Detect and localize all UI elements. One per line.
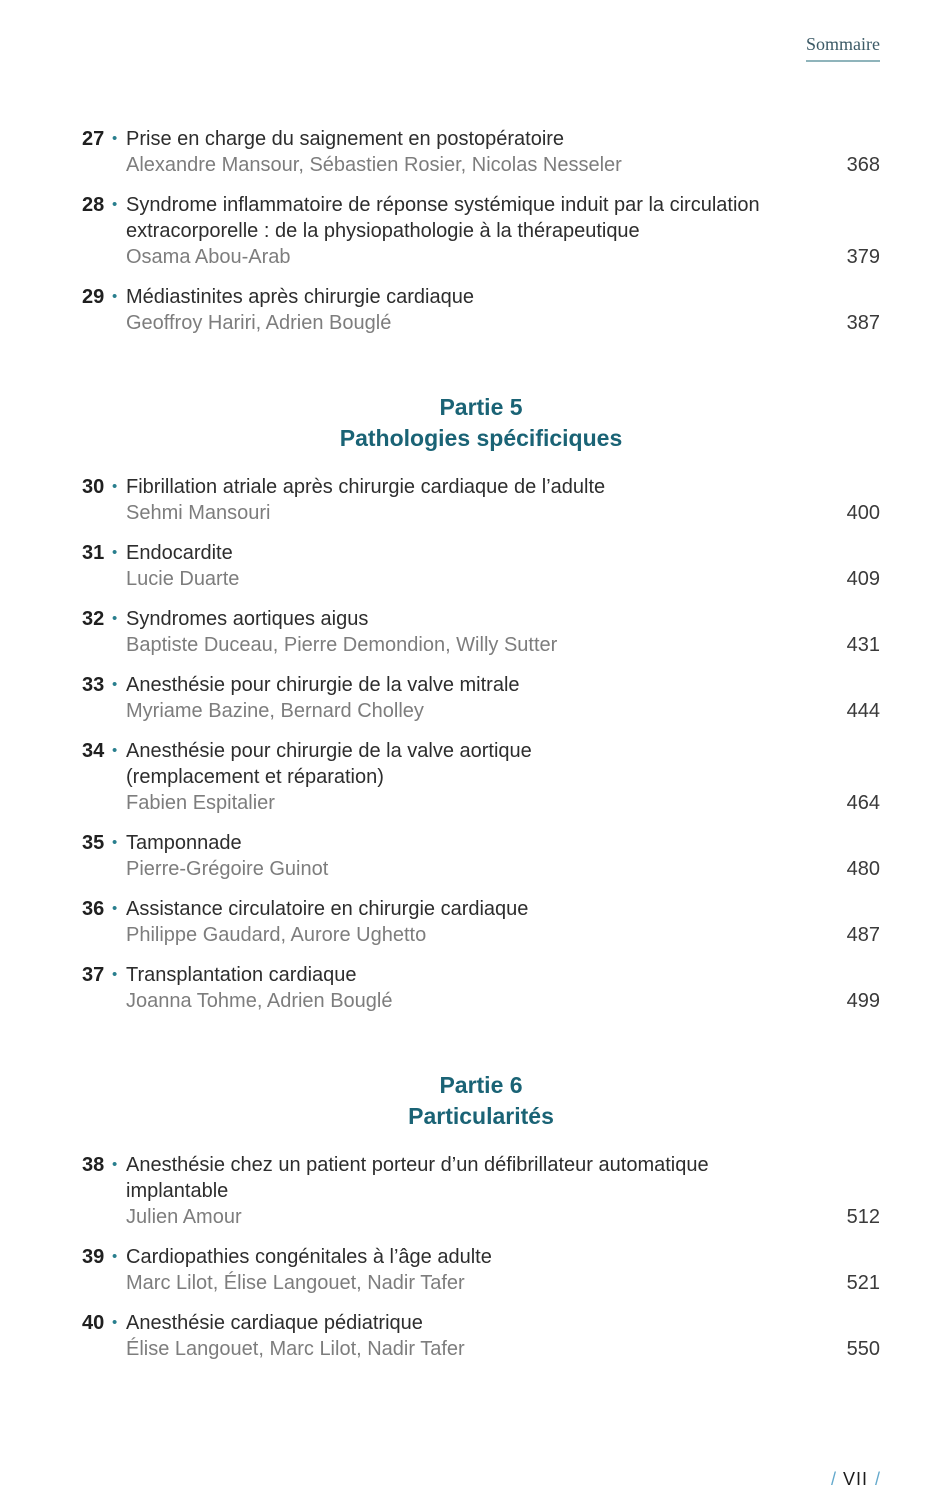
- entry-title-line: Anesthésie pour chirurgie de la valve aortique: [126, 740, 532, 762]
- toc-entry: [82, 830, 880, 882]
- entry-title-line: extracorporelle : de la physiopathologie à la thérapeutique: [126, 220, 640, 242]
- entry-title: [126, 830, 831, 856]
- entry-main: [82, 830, 831, 882]
- entry-title: [126, 1152, 831, 1204]
- entry-page-number: 480: [846, 858, 880, 880]
- entry-title-line: Syndromes aortiques aigus: [126, 608, 369, 630]
- entry-page-number: 431: [846, 634, 880, 656]
- toc-entry: [82, 896, 880, 948]
- toc-entry: [82, 962, 880, 1014]
- footer-slash-icon: /: [830, 1469, 836, 1489]
- entry-title: [126, 606, 831, 632]
- entry-main: [82, 474, 831, 526]
- entry-number: 36: [82, 898, 105, 920]
- entry-number: 35: [82, 832, 105, 854]
- entry-authors: Élise Langouet, Marc Lilot, Nadir Tafer: [126, 1338, 465, 1360]
- bullet-icon: •: [112, 478, 118, 495]
- bullet-icon: •: [112, 1156, 118, 1173]
- entry-number: 27: [82, 128, 105, 150]
- entry-main: [82, 672, 831, 724]
- entry-number: 30: [82, 476, 105, 498]
- bullet-icon: •: [112, 676, 118, 693]
- entry-main: [82, 126, 831, 178]
- entry-authors: Osama Abou-Arab: [126, 246, 291, 268]
- entry-title: [126, 962, 831, 988]
- entry-authors: Marc Lilot, Élise Langouet, Nadir Tafer: [126, 1272, 465, 1294]
- entry-main: [82, 738, 831, 816]
- entry-main: [82, 540, 831, 592]
- entry-authors: Sehmi Mansouri: [126, 502, 271, 524]
- entry-title: [126, 1244, 831, 1270]
- entry-title-line: Médiastinites après chirurgie cardiaque: [126, 286, 474, 308]
- entry-page-number: 521: [846, 1272, 880, 1294]
- entry-title-line: Assistance circulatoire en chirurgie cardiaque: [126, 898, 529, 920]
- toc-entry: [82, 1244, 880, 1296]
- bullet-icon: •: [112, 130, 118, 147]
- entry-page-number: 387: [846, 312, 880, 334]
- entry-title-line: Fibrillation atriale après chirurgie cardiaque de l’adulte: [126, 476, 606, 498]
- footer-slash-icon: /: [874, 1469, 880, 1489]
- entry-title-line: (remplacement et réparation): [126, 766, 384, 788]
- entry-title: [126, 192, 831, 244]
- entry-title: [126, 474, 831, 500]
- entry-authors: Geoffroy Hariri, Adrien Bouglé: [126, 312, 392, 334]
- page-footer: [831, 1469, 880, 1490]
- entry-page-number: 400: [846, 502, 880, 524]
- entry-title-line: Endocardite: [126, 542, 233, 564]
- bullet-icon: •: [112, 544, 118, 561]
- entry-title-line: Anesthésie pour chirurgie de la valve mitrale: [126, 674, 520, 696]
- entry-page-number: 499: [846, 990, 880, 1012]
- entry-number: 29: [82, 286, 105, 308]
- entry-title-line: Cardiopathies congénitales à l’âge adulte: [126, 1246, 492, 1268]
- entry-main: [82, 606, 831, 658]
- page-header-label: Sommaire: [806, 34, 880, 62]
- entry-number: 33: [82, 674, 105, 696]
- entry-title-line: Syndrome inflammatoire de réponse systémique induit par la circulation: [126, 194, 760, 216]
- part-title: Pathologies spécificiques: [339, 425, 623, 451]
- entry-number: 32: [82, 608, 105, 630]
- entry-title: [126, 1310, 831, 1336]
- bullet-icon: •: [112, 610, 118, 627]
- entry-number: 40: [82, 1312, 105, 1334]
- toc-entry: [82, 126, 880, 178]
- toc-entry: [82, 540, 880, 592]
- entry-authors: Myriame Bazine, Bernard Cholley: [126, 700, 424, 722]
- entry-authors: Pierre-Grégoire Guinot: [126, 858, 329, 880]
- entry-page-number: 487: [846, 924, 880, 946]
- entry-title: [126, 126, 831, 152]
- toc-entry: [82, 284, 880, 336]
- bullet-icon: •: [112, 1314, 118, 1331]
- page-header: [0, 0, 946, 62]
- toc-entry: [82, 738, 880, 816]
- toc-content: [0, 62, 946, 1362]
- toc-entry: [82, 606, 880, 658]
- entry-title: [126, 540, 831, 566]
- toc-entry: [82, 672, 880, 724]
- entry-authors: Philippe Gaudard, Aurore Ughetto: [126, 924, 427, 946]
- bullet-icon: •: [112, 900, 118, 917]
- entry-number: 31: [82, 542, 105, 564]
- bullet-icon: •: [112, 742, 118, 759]
- entry-authors: Baptiste Duceau, Pierre Demondion, Willy Sutter: [126, 634, 558, 656]
- toc-entry: [82, 192, 880, 270]
- entry-title-line: Transplantation cardiaque: [126, 964, 357, 986]
- part-label: Partie 5: [439, 394, 523, 420]
- entry-title: [126, 896, 831, 922]
- entry-title-line: Tamponnade: [126, 832, 242, 854]
- entry-page-number: 368: [846, 154, 880, 176]
- entry-number: 28: [82, 194, 105, 216]
- entry-page-number: 550: [846, 1338, 880, 1360]
- entry-title-line: Prise en charge du saignement en postopératoire: [126, 128, 565, 150]
- entry-authors: Julien Amour: [126, 1206, 242, 1228]
- entry-title-line: Anesthésie cardiaque pédiatrique: [126, 1312, 423, 1334]
- bullet-icon: •: [112, 196, 118, 213]
- entry-authors: Lucie Duarte: [126, 568, 240, 590]
- entry-main: [82, 1310, 831, 1362]
- part-title: Particularités: [408, 1103, 554, 1129]
- entry-authors: Fabien Espitalier: [126, 792, 275, 814]
- part-heading: [82, 392, 880, 454]
- toc-entry: [82, 1152, 880, 1230]
- entry-number: 37: [82, 964, 105, 986]
- entry-main: [82, 896, 831, 948]
- footer-page-number: VII: [842, 1469, 868, 1489]
- entry-number: 39: [82, 1246, 105, 1268]
- entry-title: [126, 284, 831, 310]
- entry-number: 34: [82, 740, 105, 762]
- entry-main: [82, 1152, 831, 1230]
- entry-page-number: 409: [846, 568, 880, 590]
- entry-authors: Joanna Tohme, Adrien Bouglé: [126, 990, 393, 1012]
- entry-title: [126, 672, 831, 698]
- entry-main: [82, 284, 831, 336]
- entry-number: 38: [82, 1154, 105, 1176]
- entry-title-line: Anesthésie chez un patient porteur d’un défibrillateur automatique: [126, 1154, 709, 1176]
- bullet-icon: •: [112, 1248, 118, 1265]
- entry-main: [82, 962, 831, 1014]
- entry-page-number: 444: [846, 700, 880, 722]
- entry-authors: Alexandre Mansour, Sébastien Rosier, Nicolas Nesseler: [126, 154, 622, 176]
- part-label: Partie 6: [439, 1072, 523, 1098]
- entry-title: [126, 738, 831, 790]
- part-heading: [82, 1070, 880, 1132]
- entry-main: [82, 1244, 831, 1296]
- entry-page-number: 379: [846, 246, 880, 268]
- entry-page-number: 512: [846, 1206, 880, 1228]
- entry-main: [82, 192, 831, 270]
- bullet-icon: •: [112, 966, 118, 983]
- bullet-icon: •: [112, 834, 118, 851]
- bullet-icon: •: [112, 288, 118, 305]
- toc-entry: [82, 1310, 880, 1362]
- entry-page-number: 464: [846, 792, 880, 814]
- entry-title-line: implantable: [126, 1180, 229, 1202]
- toc-entry: [82, 474, 880, 526]
